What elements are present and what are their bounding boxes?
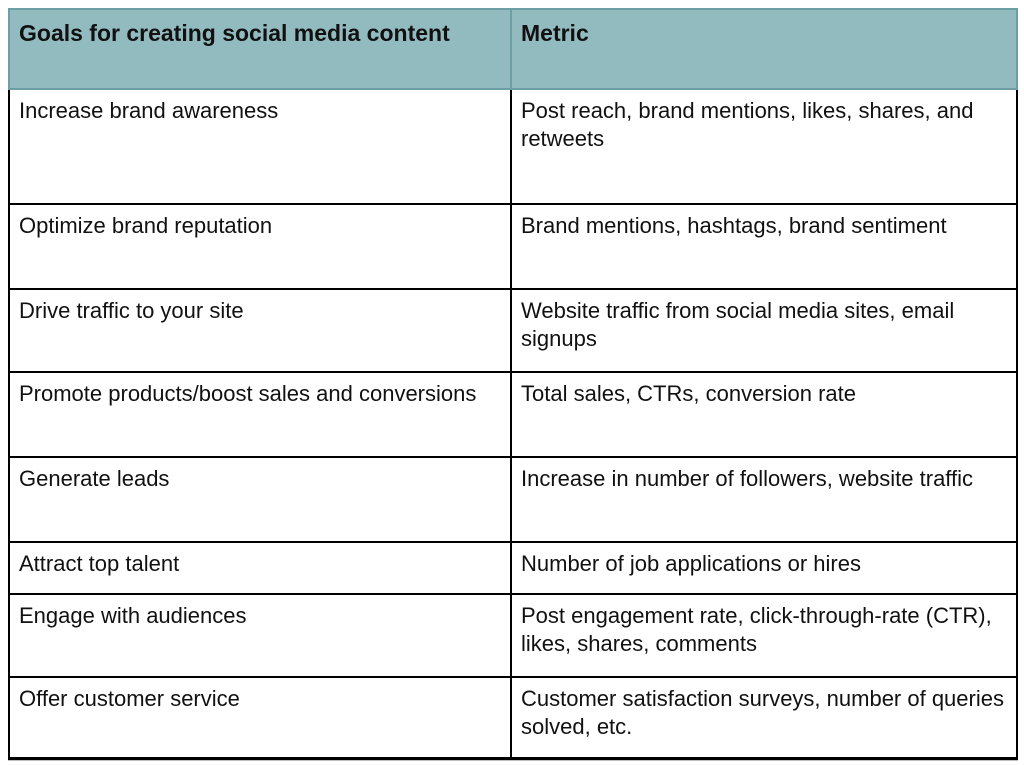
table-header bbox=[9, 9, 1017, 89]
goals-metrics-table bbox=[8, 8, 1018, 760]
goal-cell: Generate leads bbox=[9, 457, 511, 542]
header-cell-metric: Metric bbox=[511, 9, 1017, 89]
metric-cell: Increase in number of followers, website traffic bbox=[511, 457, 1017, 542]
goal-cell: Increase brand awareness bbox=[9, 89, 511, 204]
table-row bbox=[9, 289, 1017, 372]
table-row bbox=[9, 457, 1017, 542]
goal-cell: Attract top talent bbox=[9, 542, 511, 594]
metric-cell: Customer satisfaction surveys, number of queries solved, etc. bbox=[511, 677, 1017, 758]
metric-cell: Total sales, CTRs, conversion rate bbox=[511, 372, 1017, 457]
header-cell-goals: Goals for creating social media content bbox=[9, 9, 511, 89]
table-row bbox=[9, 677, 1017, 758]
goal-cell: Engage with audiences bbox=[9, 594, 511, 677]
goal-cell: Promote products/boost sales and conversions bbox=[9, 372, 511, 457]
table-row bbox=[9, 204, 1017, 289]
goal-cell: Optimize brand reputation bbox=[9, 204, 511, 289]
metric-cell: Number of job applications or hires bbox=[511, 542, 1017, 594]
header-row bbox=[9, 9, 1017, 89]
metric-cell: Brand mentions, hashtags, brand sentiment bbox=[511, 204, 1017, 289]
table-row bbox=[9, 372, 1017, 457]
goal-cell: Drive traffic to your site bbox=[9, 289, 511, 372]
table-row bbox=[9, 89, 1017, 204]
metric-cell: Website traffic from social media sites, email signups bbox=[511, 289, 1017, 372]
metric-cell: Post engagement rate, click-through-rate (CTR), likes, shares, comments bbox=[511, 594, 1017, 677]
table-body bbox=[9, 89, 1017, 758]
goal-cell: Offer customer service bbox=[9, 677, 511, 758]
table-row bbox=[9, 594, 1017, 677]
table-row bbox=[9, 542, 1017, 594]
metric-cell: Post reach, brand mentions, likes, shares, and retweets bbox=[511, 89, 1017, 204]
